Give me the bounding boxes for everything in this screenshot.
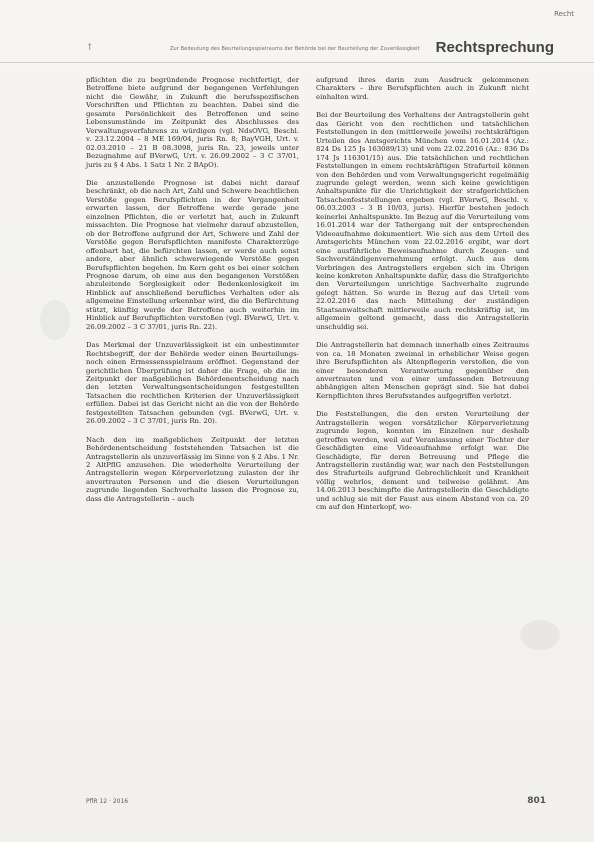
paragraph: pflichten die zu begründende Prognose rechtfertigt, der Betroffene biete aufgrund der begangenen Verfehlungen nicht die Gewähr, in Zukunft die berufsspezifischen Vorschriften und Pflichten zu beachten. Dabei sind die gesamte Persönlichkeit des Betroffenen und seine Lebensumstände im Zeitpunkt des Abschlusses des Verwaltungsverfahrens zu würdigen (vgl. NdsOVG, Beschl. v. 23.12.2004 – 8 ME 169/04, juris Rn. 8; BayVGH, Urt. v. 02.03.2010 – 21 B 08.3098, juris Rn. 23, jeweils unter Bezugnahme auf BVerwG, Urt. v. 26.09.2002 – 3 C 37/01, juris zu § 4 Abs. 1 Satz 1 Nr. 2 BApO). <box>86 76 299 169</box>
journal-logo-icon: ↑ <box>86 43 94 53</box>
page-footer <box>86 796 546 812</box>
paragraph: aufgrund ihres darin zum Ausdruck gekommenen Charakters – ihre Berufspflichten auch in Zukunft nicht einhalten wird. <box>316 76 529 101</box>
section-title: Rechtsprechung <box>435 39 554 56</box>
page-number: 801 <box>527 796 546 806</box>
paragraph: Die Feststellungen, die den ersten Verurteilung der Antragstellerin wegen vorsätzlicher Körperverletzung zugrunde legen, konnten im Einzelnen nur deshalb getroffen werden, weil auf Veranlassung einer Tochter der Geschädigten eine Videoaufnahme erfolgt war. Die Geschädigte, für deren Betreuung und Pflege die Antragstellerin zuständig war, war nach den Feststellungen des Strafurteils aufgrund Gebrechlichkeit und Krankheit völlig wehrlos, dement und teilweise gelähmt. Am 14.06.2013 beschimpfte die Antragstellerin die Geschädigte und schlug sie mit der Faust aus einem Abstand von ca. 20 cm auf den Hinterkopf, wo- <box>316 410 529 512</box>
paragraph: Die anzustellende Prognose ist dabei nicht darauf beschränkt, ob die nach Art, Zahl und Schwere beachtlichen Verstöße gegen Berufspflichten in der Vergangenheit erwarten lassen, der Betroffene werde gerade jene einzelnen Pflichten, die er verletzt hat, auch in Zukunft missachten. Die Prognose hat vielmehr darauf abzustellen, ob der Betroffene aufgrund der Art, Schwere und Zahl der Verstöße gegen Berufspflichten manifeste Charakterzüge offenbart hat, die befürchten lassen, er werde auch sonst andere, aber ähnlich schwerwiegende Verstöße gegen Berufspflichten begehen. Im Kern geht es bei einer solchen Prognose darum, ob eine aus den begangenen Verstößen abzuleitende Sorglosigkeit oder Bedenkenlosigkeit im Hinblick auf anschließend berufliches Verhalten oder als allgemeine Einstellung erkennbar wird, die die Befürchtung stützt, künftig werde der Betroffene auch weiterhin im Hinblick auf Berufspflichten verstoßen (vgl. BVerwG, Urt. v. 26.09.2002 – 3 C 37/01, juris Rn. 22). <box>86 178 299 331</box>
paper-stain <box>40 300 70 340</box>
paragraph: Nach den im maßgeblichen Zeitpunkt der letzten Behördenentscheidung feststehenden Tatsachen ist die Antragstellerin als unzuverlässig im Sinne von § 2 Abs. 1 Nr. 2 AltPflG anzusehen. Die wiederholte Verurteilung der Antragstellerin wegen Körperverletzung zulasten der ihr anvertrauten Personen und die diesen Verurteilungen zugrunde liegenden Sachverhalte lassen die Prognose zu, dass die Antragstellerin – auch <box>86 435 299 503</box>
running-head: Zur Bedeutung des Beurteilungsspielraums der Behörde bei der Beurteilung der Zuverlässigkeit <box>170 46 420 52</box>
paragraph: Bei der Beurteilung des Verhaltens der Antragstellerin geht das Gericht von den rechtlichen und tatsächlichen Feststellungen in den (mittlerweile jeweils) rechtskräftigen Urteilen des Amtsgerichts München vom 16.01.2014 (Az.: 824 Ds 125 Js 163089/13) und vom 22.02.2016 (Az.: 836 Ds 174 Js 116301/15) aus. Die tatsächlichen und rechtlichen Feststellungen in einem rechtskräftigen Strafurteil können von den Behörden und vom Verwaltungsgericht regelmäßig zugrunde gelegt werden, wenn sich keine gewichtigen Anhaltspunkte für die Unrichtigkeit der strafgerichtlichen Tatsachenfeststellungen ergeben (vgl. BVerwG, Beschl. v. 06.03.2003 – 3 B 10/03, juris). Hierfür bestehen jedoch keinerlei Anhaltspunkte. Im Bezug auf die Verurteilung vom 16.01.2014 war der Tathergang mit der entsprechenden Videoaufnahme dokumentiert. Wie sich aus dem Urteil des Amtsgerichts München vom 22.02.2016 ergibt, war dort eine ausführliche Beweisaufnahme durch Zeugen- und Sachverständigenvernehmung erfolgt. Auch aus dem Vorbringen des Antragstellers ergeben sich im Übrigen keine konkreten Anhaltspunkte dafür, dass die Strafgerichte den Verurteilungen unrichtige Sachverhalte zugrunde gelegt hätten. So wurde in Bezug auf das Urteil vom 22.02.2016 das nach Mitteilung der zuständigen Staatsanwaltschaft mittlerweile auch rechtskräftig ist, im allgemein geltend gemacht, dass die Antragstellerin unschuldig sei. <box>316 111 529 331</box>
left-column <box>86 76 299 503</box>
paper-stain <box>520 620 560 650</box>
paragraph: Die Antragstellerin hat demnach innerhalb eines Zeitraums von ca. 18 Monaten zweimal in erheblicher Weise gegen ihre Berufspflichten als Altenpflegerin verstoßen, die von einer besonderen Verantwortung gegenüber den anvertrauten und von einer umfassenden Betreuung abhängigen alten Menschen geprägt sind. Sie hat dabei Kernpflichten ihres Berufsstandes aufgegriffen verletzt. <box>316 341 529 400</box>
paragraph: Das Merkmal der Unzuverlässigkeit ist ein unbestimmter Rechtsbegriff, der der Behörde weder einen Beurteilungs- noch einen Ermessensspielraum eröffnet. Gegenstand der gerichtlichen Überprüfung ist daher die Frage, ob die im Zeitpunkt der maßgeblichen Behördenentscheidung nach den letzten Verwaltungsentscheidungen festgestellten Tatsachen die rechtlichen Kriterien der Unzuverlässigkeit erfüllen. Dabei ist das Gericht nicht an die von der Behörde festgestellten Tatsachen gebunden (vgl. BVerwG, Urt. v. 26.09.2002 – 3 C 37/01, juris Rn. 20). <box>86 341 299 426</box>
journal-issue: PflR 12 · 2016 <box>86 798 129 805</box>
section-tab: Recht <box>554 10 574 18</box>
page-header <box>0 34 594 63</box>
right-column <box>316 76 529 512</box>
